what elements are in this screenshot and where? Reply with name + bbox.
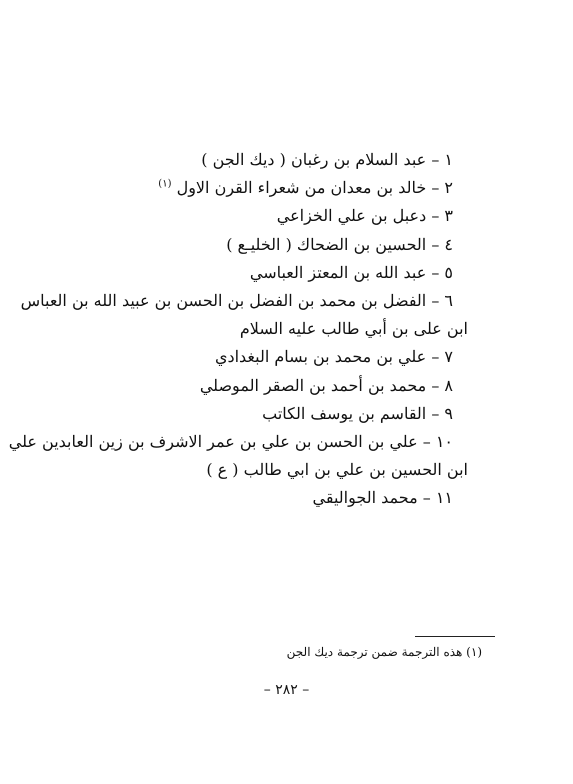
list-item: ١١ – محمد الجواليقي <box>312 488 453 508</box>
list-item: ٧ – علي بن محمد بن بسام البغدادي <box>214 347 453 367</box>
list-item: ٥ – عبد الله بن المعتز العباسي <box>249 262 453 282</box>
footnote-divider <box>415 636 495 637</box>
list-item-continuation: ابن على بن أبي طالب عليه السلام <box>239 319 468 339</box>
footnote: (١) هذه الترجمة ضمن ترجمة ديك الجن <box>286 645 482 659</box>
list-item: ٣ – دعبل بن علي الخزاعي <box>276 206 453 226</box>
poets-list <box>8 146 468 512</box>
list-item: ١٠ – علي بن الحسن بن علي بن عمر الاشرف بن زين العابدين علي <box>8 431 453 451</box>
footnote-reference: (١) <box>158 178 172 190</box>
list-item: ٩ – القاسم بن يوسف الكاتب <box>262 403 453 423</box>
list-item-text: ٢ – خالد بن معدان من شعراء القرن الاول <box>176 178 453 198</box>
list-item <box>113 174 453 202</box>
list-item: ٤ – الحسين بن الضحاك ( الخليـع ) <box>226 234 453 254</box>
list-item-continuation: ابن الحسين بن علي بن ابي طالب ( ع ) <box>206 460 468 480</box>
page-number: – ٢٨٢ – <box>263 682 310 698</box>
list-item: ١ – عبد السلام بن رغبان ( ديك الجن ) <box>201 150 453 169</box>
list-item: ٦ – الفضل بن محمد بن الفضل بن الحسن بن عبيد الله بن العباس <box>20 290 453 310</box>
list-item: ٨ – محمد بن أحمد بن الصقر الموصلي <box>199 375 453 395</box>
